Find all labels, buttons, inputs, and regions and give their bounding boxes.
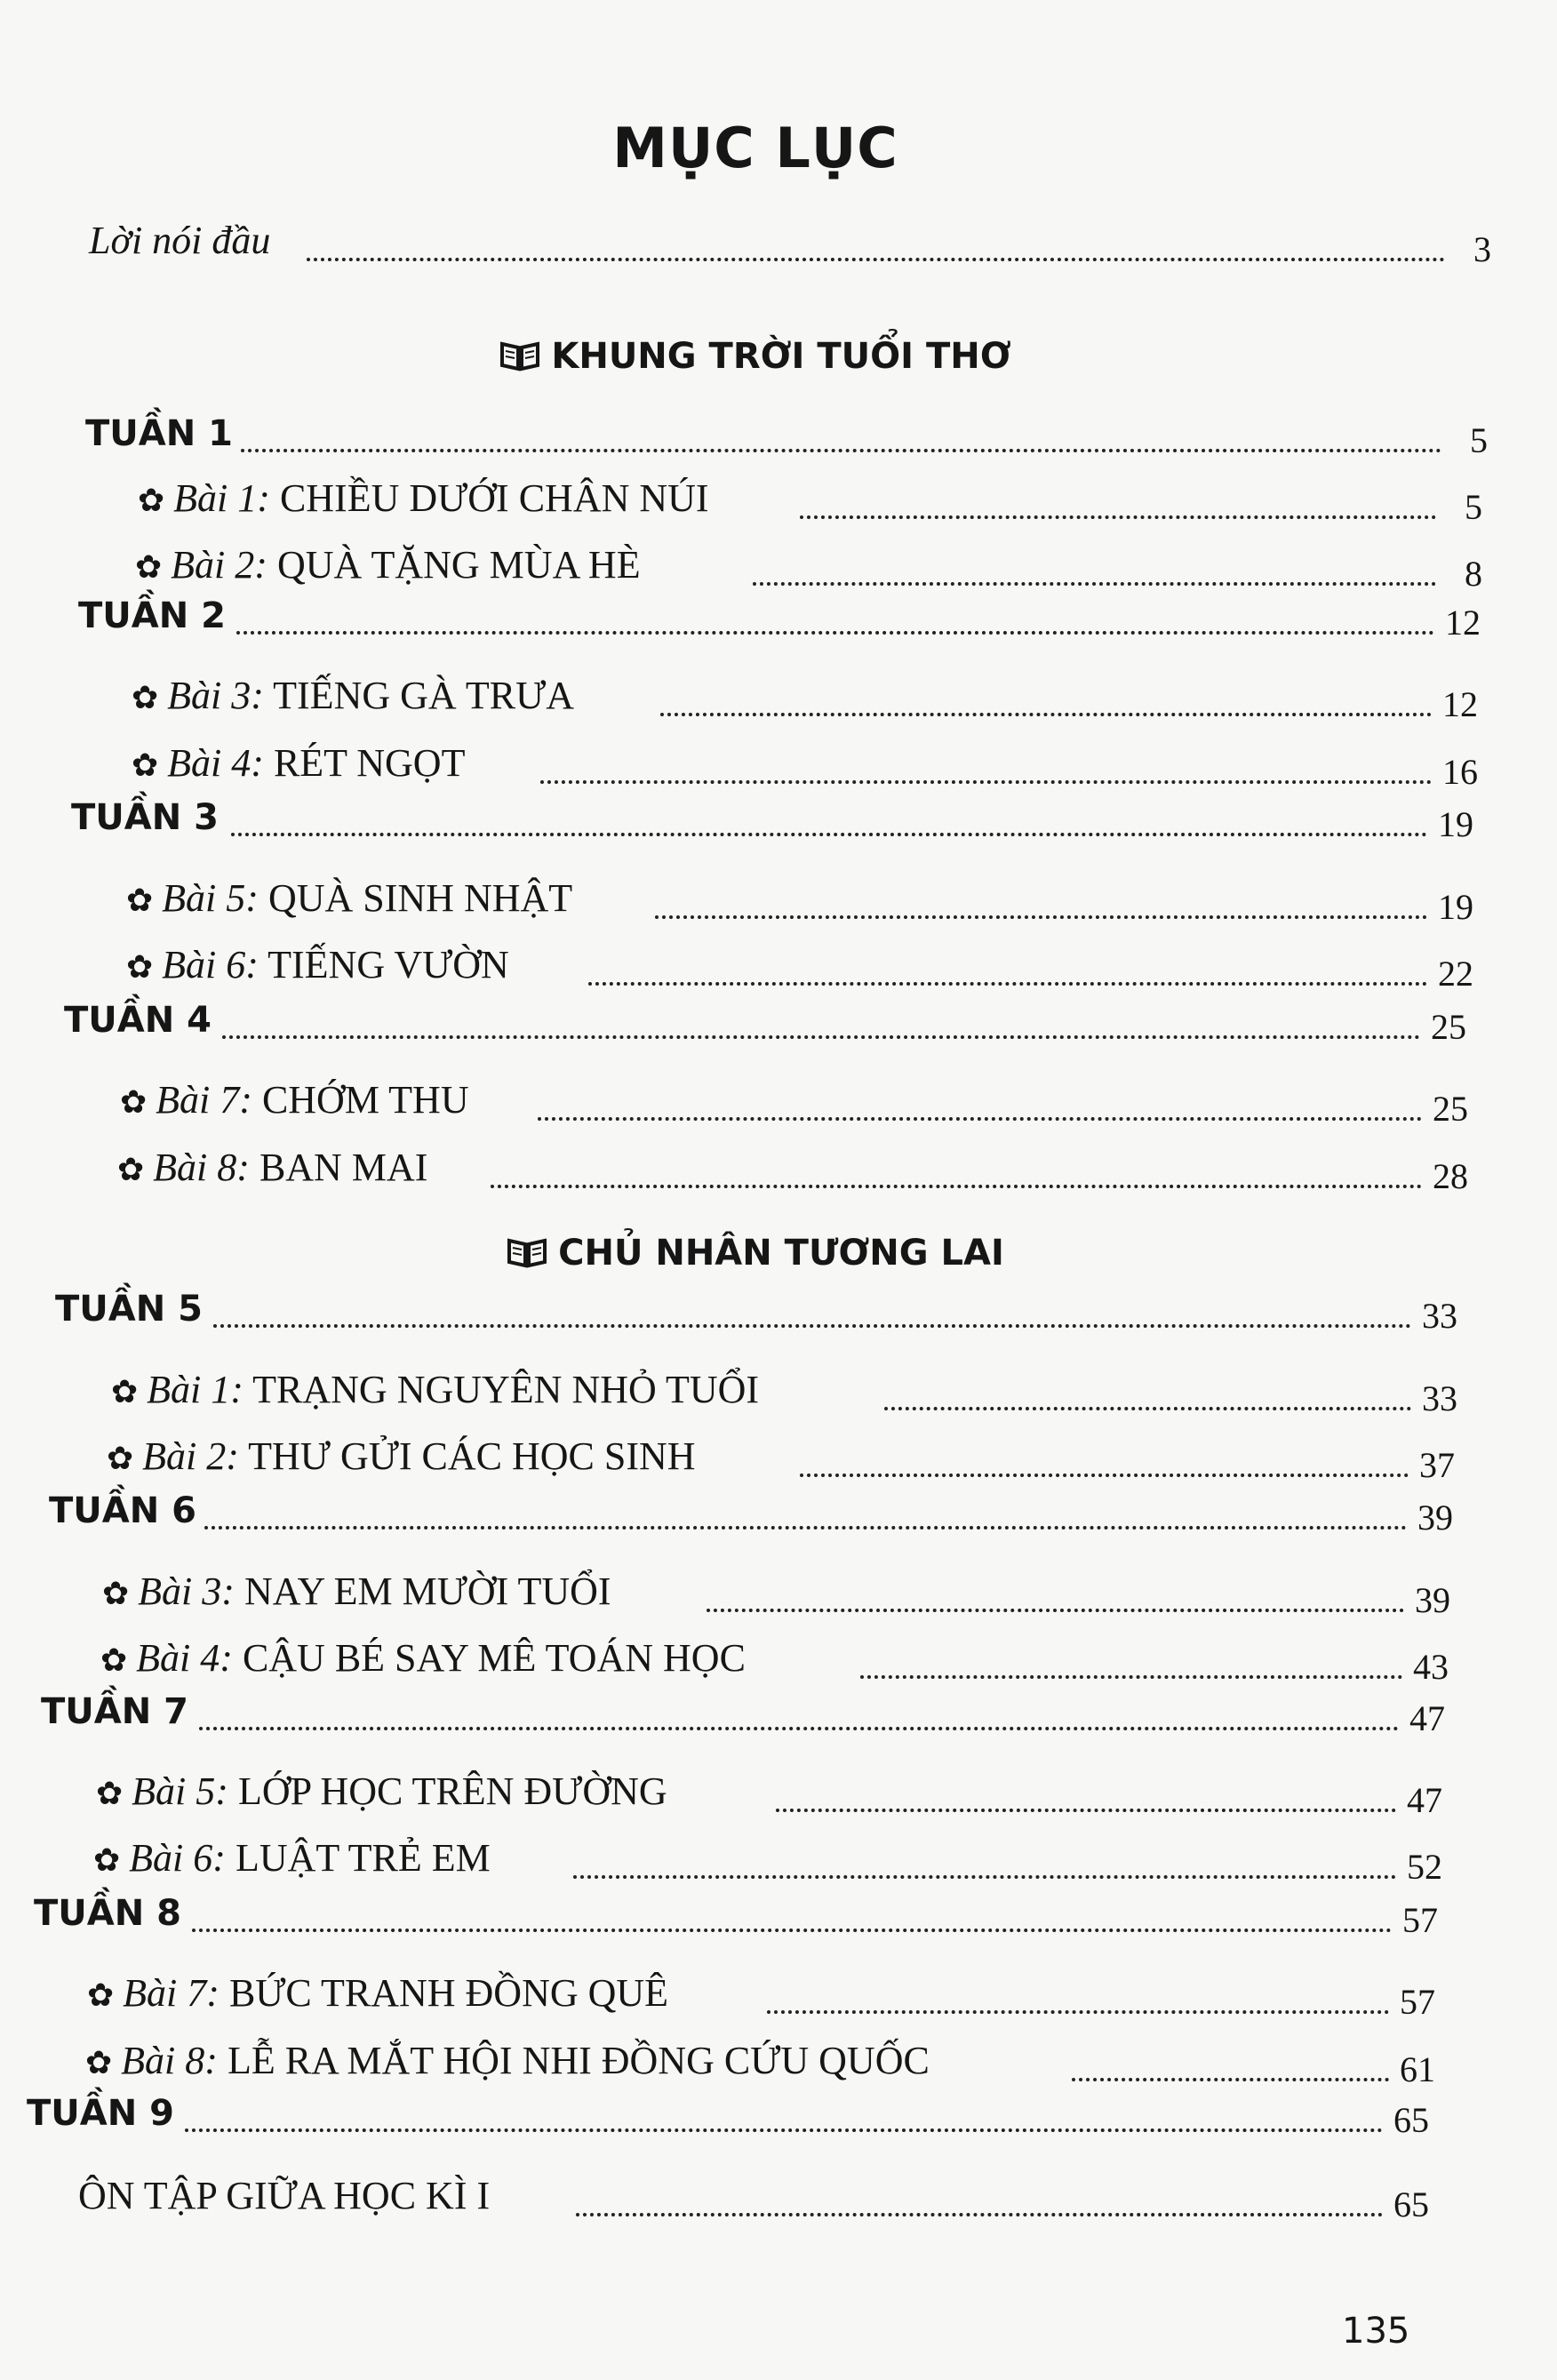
toc-entry-lesson[interactable] <box>135 543 1482 595</box>
toc-entry-lesson[interactable] <box>111 1368 1457 1419</box>
lesson-label: ✿ Bài 8: BAN MAI <box>117 1146 428 1189</box>
flower-bullet-icon: ✿ <box>126 949 154 986</box>
page-number: 47 <box>1409 1698 1445 1738</box>
leader-dots <box>655 915 1427 919</box>
page-number: 43 <box>1413 1647 1449 1687</box>
toc-entry-lesson[interactable] <box>126 943 1473 994</box>
page-number: 5 <box>1465 487 1482 527</box>
toc-entry-week[interactable] <box>41 1691 1445 1739</box>
page-number: 33 <box>1422 1296 1457 1336</box>
toc-entry-lesson[interactable] <box>93 1836 1442 1888</box>
lesson-label: ✿ Bài 3: NAY EM MƯỜI TUỔI <box>102 1569 611 1613</box>
page-title: MỤC LỤC <box>612 116 898 180</box>
leader-dots <box>776 1809 1396 1812</box>
flower-bullet-icon: ✿ <box>132 680 159 716</box>
lesson-label: ✿ Bài 4: RÉT NGỌT <box>132 741 466 785</box>
leader-dots <box>884 1407 1411 1410</box>
toc-entry-lesson[interactable] <box>85 2039 1435 2090</box>
entry-label: Lời nói đầu <box>89 219 271 262</box>
leader-dots <box>576 2213 1383 2216</box>
toc-entry-lesson[interactable] <box>100 1636 1449 1688</box>
toc-entry-lesson[interactable] <box>96 1769 1442 1821</box>
lesson-label: ✿ Bài 5: QUÀ SINH NHẬT <box>126 876 573 920</box>
lesson-label: ✿ Bài 6: LUẬT TRẺ EM <box>93 1836 491 1880</box>
page-number: 12 <box>1442 684 1478 724</box>
week-label: TUẦN 3 <box>71 797 219 838</box>
page-number-footer: 135 <box>1342 2311 1410 2352</box>
leader-dots <box>185 2128 1383 2132</box>
page-number: 22 <box>1438 954 1473 994</box>
toc-entry-lesson[interactable] <box>120 1078 1468 1130</box>
flower-bullet-icon: ✿ <box>100 1642 128 1679</box>
book-icon <box>507 1236 547 1277</box>
section-heading: CHỦ NHÂN TƯƠNG LAI <box>0 1233 1511 1277</box>
flower-bullet-icon: ✿ <box>87 1977 115 2014</box>
flower-bullet-icon: ✿ <box>107 1441 134 1477</box>
page-number: 65 <box>1393 2100 1429 2140</box>
flower-bullet-icon: ✿ <box>126 883 154 919</box>
toc-entry-week[interactable] <box>85 413 1488 461</box>
toc-entry-lesson[interactable] <box>102 1569 1450 1621</box>
flower-bullet-icon: ✿ <box>102 1576 130 1612</box>
page-number: 47 <box>1407 1780 1442 1820</box>
week-label: TUẦN 6 <box>49 1490 196 1531</box>
page-number: 39 <box>1415 1580 1450 1620</box>
lesson-label: ✿ Bài 1: CHIỀU DƯỚI CHÂN NÚI <box>138 476 709 520</box>
flower-bullet-icon: ✿ <box>120 1084 148 1121</box>
leader-dots <box>222 1035 1420 1039</box>
toc-entry-week[interactable] <box>49 1490 1453 1538</box>
toc-entry-lesson[interactable] <box>126 876 1473 928</box>
leader-dots <box>573 1875 1396 1879</box>
page-number: 8 <box>1465 554 1482 594</box>
toc-entry-lesson[interactable] <box>117 1146 1468 1197</box>
leader-dots <box>199 1727 1399 1730</box>
toc-entry-week[interactable] <box>27 2093 1429 2141</box>
page-number: 57 <box>1402 1900 1438 1940</box>
leader-dots <box>213 1324 1411 1328</box>
toc-entry-lesson[interactable] <box>107 1434 1455 1486</box>
page-number: 25 <box>1431 1007 1466 1047</box>
toc-entry-lesson[interactable] <box>132 741 1478 793</box>
toc-entry-week[interactable] <box>64 1000 1466 1048</box>
leader-dots <box>192 1929 1392 1932</box>
page-number: 57 <box>1400 1982 1435 2022</box>
leader-dots <box>767 2010 1389 2014</box>
flower-bullet-icon: ✿ <box>111 1374 139 1410</box>
leader-dots <box>860 1675 1402 1679</box>
week-label: TUẦN 2 <box>78 595 226 636</box>
section-heading: KHUNG TRỜI TUỔI THƠ <box>0 336 1511 380</box>
lesson-label: ✿ Bài 8: LỄ RA MẮT HỘI NHI ĐỒNG CỨU QUỐC <box>85 2039 930 2082</box>
week-label: TUẦN 5 <box>55 1289 203 1330</box>
toc-entry-week[interactable] <box>34 1893 1438 1941</box>
flower-bullet-icon: ✿ <box>96 1776 124 1812</box>
leader-dots <box>231 833 1427 836</box>
lesson-label: ✿ Bài 5: LỚP HỌC TRÊN ĐƯỜNG <box>96 1769 667 1813</box>
flower-bullet-icon: ✿ <box>132 747 159 784</box>
toc-entry-lesson[interactable] <box>138 476 1482 528</box>
flower-bullet-icon: ✿ <box>135 549 163 586</box>
leader-dots <box>538 1117 1422 1121</box>
leader-dots <box>800 1474 1409 1477</box>
toc-entry-week[interactable] <box>55 1289 1457 1337</box>
leader-dots <box>204 1526 1407 1529</box>
toc-entry-lesson[interactable] <box>87 1971 1435 2023</box>
page-number: 52 <box>1407 1847 1442 1887</box>
page-number: 39 <box>1417 1497 1453 1537</box>
lesson-label: ✿ Bài 7: CHỚM THU <box>120 1078 469 1122</box>
page-number: 19 <box>1438 887 1473 927</box>
lesson-label: ✿ Bài 2: THƯ GỬI CÁC HỌC SINH <box>107 1434 696 1478</box>
leader-dots <box>588 982 1427 986</box>
page-number: 33 <box>1422 1378 1457 1418</box>
leader-dots <box>241 449 1441 452</box>
week-label: TUẦN 4 <box>64 1000 212 1041</box>
lesson-label: ✿ Bài 7: BỨC TRANH ĐỒNG QUÊ <box>87 1971 669 2015</box>
page-number: 37 <box>1419 1445 1455 1485</box>
leader-dots <box>660 713 1432 716</box>
page-number: 65 <box>1393 2184 1429 2224</box>
leader-dots <box>236 631 1434 635</box>
leader-dots <box>307 258 1445 261</box>
leader-dots <box>540 780 1432 784</box>
toc-entry-review[interactable] <box>78 2174 1429 2225</box>
lesson-label: ✿ Bài 1: TRẠNG NGUYÊN NHỎ TUỔI <box>111 1368 760 1411</box>
leader-dots <box>800 515 1436 519</box>
leader-dots <box>707 1609 1404 1612</box>
week-label: TUẦN 9 <box>27 2093 174 2134</box>
week-label: TUẦN 1 <box>85 413 233 454</box>
flower-bullet-icon: ✿ <box>93 1842 121 1879</box>
toc-entry-week[interactable] <box>71 797 1473 845</box>
flower-bullet-icon: ✿ <box>138 483 165 519</box>
leader-dots <box>1072 2078 1389 2081</box>
review-label: ÔN TẬP GIỮA HỌC KÌ I <box>78 2174 491 2217</box>
week-label: TUẦN 8 <box>34 1893 181 1934</box>
flower-bullet-icon: ✿ <box>117 1152 145 1188</box>
page-number: 16 <box>1442 752 1478 792</box>
toc-entry-intro[interactable] <box>89 219 1491 270</box>
page-number: 28 <box>1433 1156 1468 1196</box>
page-number: 25 <box>1433 1089 1468 1129</box>
lesson-label: ✿ Bài 6: TIẾNG VƯỜN <box>126 943 509 986</box>
lesson-label: ✿ Bài 4: CẬU BÉ SAY MÊ TOÁN HỌC <box>100 1636 746 1680</box>
lesson-label: ✿ Bài 3: TIẾNG GÀ TRƯA <box>132 674 575 717</box>
week-label: TUẦN 7 <box>41 1691 188 1732</box>
flower-bullet-icon: ✿ <box>85 2045 113 2081</box>
page-number: 61 <box>1400 2049 1435 2089</box>
leader-dots <box>753 582 1436 586</box>
page-number: 3 <box>1473 229 1491 269</box>
page-number: 5 <box>1470 420 1488 460</box>
toc-entry-week[interactable] <box>78 595 1481 643</box>
book-icon <box>499 339 540 380</box>
leader-dots <box>491 1185 1422 1188</box>
lesson-label: ✿ Bài 2: QUÀ TẶNG MÙA HÈ <box>135 543 641 587</box>
page-number: 19 <box>1438 804 1473 844</box>
toc-entry-lesson[interactable] <box>132 674 1478 725</box>
page-number: 12 <box>1445 603 1481 643</box>
